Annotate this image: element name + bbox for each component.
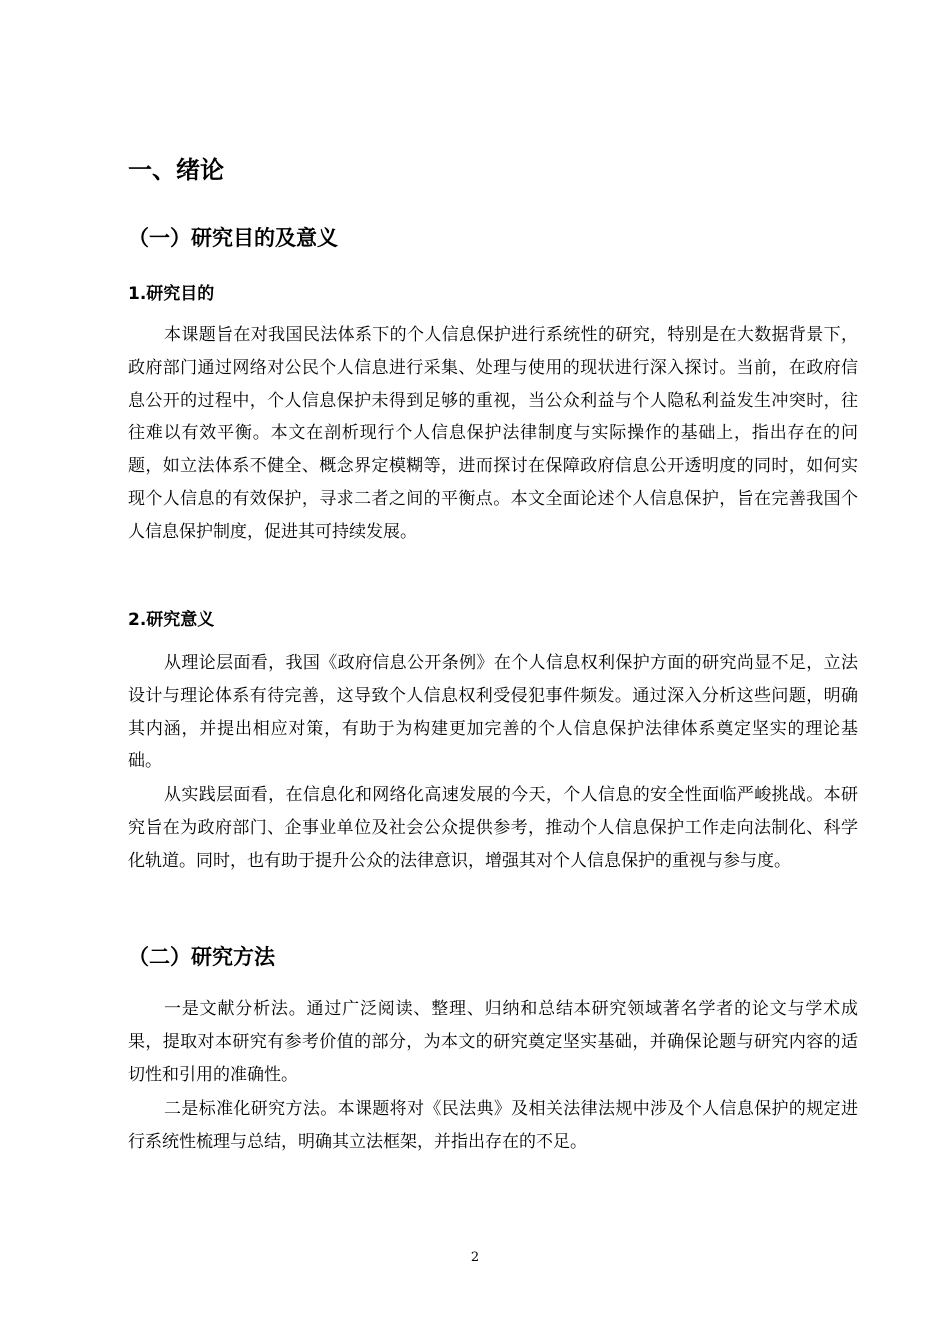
item-heading-research-significance: 2.研究意义 <box>128 610 215 630</box>
subsection-heading-purpose-significance: （一）研究目的及意义 <box>128 226 338 250</box>
chapter-heading: 一、绪论 <box>128 156 224 184</box>
paragraph-theoretical-significance: 从理论层面看，我国《政府信息公开条例》在个人信息权利保护方面的研究尚显不足，立法设计与理论体系有待完善，这导致个人信息权利受侵犯事件频发。通过深入分析这些问题，明确其内涵，并提出相应对策，有助于为构建更加完善的个人信息保护法律体系奠定坚实的理论基础。 <box>128 653 858 772</box>
paragraph-literature-analysis: 一是文献分析法。通过广泛阅读、整理、归纳和总结本研究领域著名学者的论文与学术成果，提取对本研究有参考价值的部分，为本文的研究奠定坚实基础，并确保论题与研究内容的适切性和引用的准确性。 <box>128 999 858 1085</box>
item-heading-research-purpose: 1.研究目的 <box>128 284 215 304</box>
subsection-heading-research-methods: （二）研究方法 <box>128 945 275 969</box>
paragraph-practical-significance: 从实践层面看，在信息化和网络化高速发展的今天，个人信息的安全性面临严峻挑战。本研究旨在为政府部门、企事业单位及社会公众提供参考，推动个人信息保护工作走向法制化、科学化轨道。同时，也有助于提升公众的法律意识，增强其对个人信息保护的重视与参与度。 <box>128 785 858 871</box>
page-number: 2 <box>470 1250 480 1265</box>
paragraph-research-purpose: 本课题旨在对我国民法体系下的个人信息保护进行系统性的研究，特别是在大数据背景下，政府部门通过网络对公民个人信息进行采集、处理与使用的现状进行深入探讨。当前，在政府信息公开的过程中，个人信息保护未得到足够的重视，当公众利益与个人隐私利益发生冲突时，往往难以有效平衡。本文在剖析现行个人信息保护法律制度与实际操作的基础上，指出存在的问题，如立法体系不健全、概念界定模糊等，进而探讨在保障政府信息公开透明度的同时，如何实现个人信息的有效保护，寻求二者之间的平衡点。本文全面论述个人信息保护，旨在完善我国个人信息保护制度，促进其可持续发展。 <box>128 325 858 542</box>
paragraph-standardized-method: 二是标准化研究方法。本课题将对《民法典》及相关法律法规中涉及个人信息保护的规定进行系统性梳理与总结，明确其立法框架，并指出存在的不足。 <box>128 1099 858 1152</box>
